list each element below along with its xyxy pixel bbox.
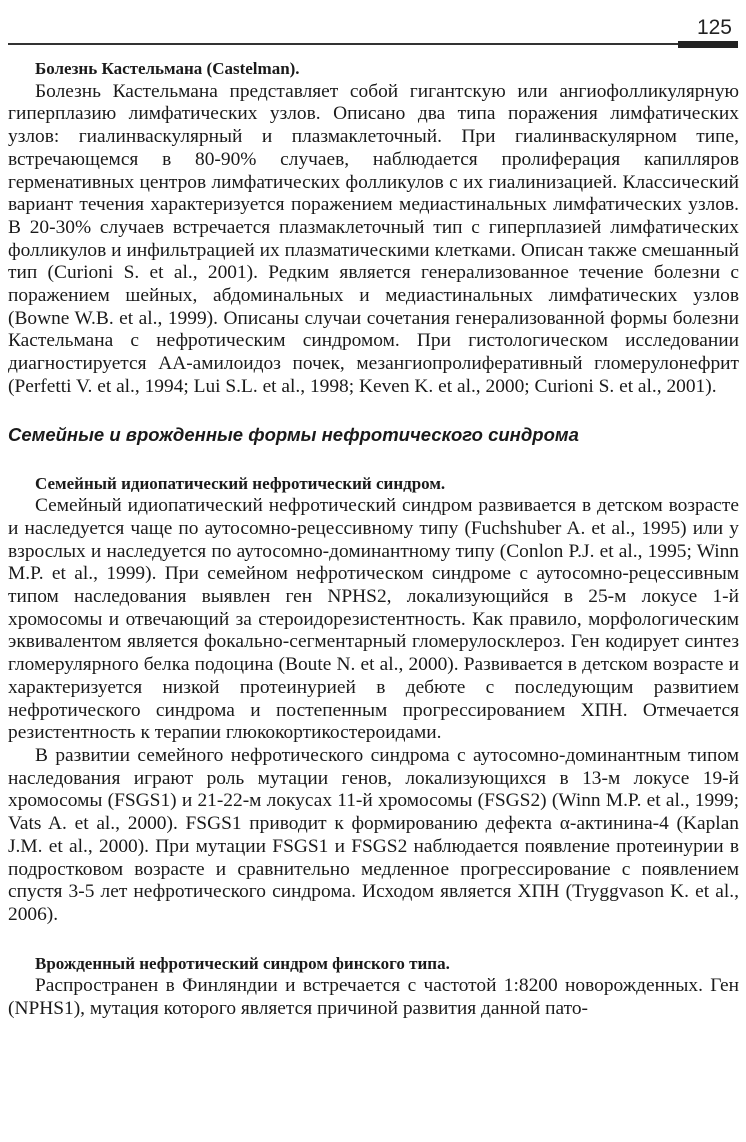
familial-idiopathic-paragraph-2: В развитии семейного нефротического синдрома с аутосомно-доминантным типом наследования играют роль мутации генов, локализующихся в 13-м локусе 19-й хромосомы (FSGS1) и 21-22-м локусах 11-й хромосомы (FSGS2) (Winn M.P. et al., 1999; Vats A. et al., 2000). FSGS1 приводит к формированию дефекта α-актинина-4 (Kaplan J.M. et al., 2000). При мутации FSGS1 и FSGS2 наблюдается появление протеинурии в подростковом возрасте и сравнительно медленное прогрессирование с появлением спустя 3-5 лет нефротического синдрома. Исходом является ХПН (Tryggvason K. et al., 2006). — [8, 744, 739, 925]
section-heading-familial-congenital: Семейные и врожденные формы нефротического синдрома — [8, 423, 579, 445]
spacer — [8, 399, 739, 424]
familial-idiopathic-paragraph-1: Семейный идиопатический нефротический синдром развивается в детском возрасте и наследуется чаще по аутосомно-рецессивному типу (Fuchshuber A. et al., 1995) или у взрослых и наследуется по аутосомно-доминантному типу (Conlon P.J. et al., 1995; Winn M.P. et al., 1999). При семейном нефротическом синдроме с аутосомно-рецессивным типом наследования выявлен ген NPHS2, локализующийся в 25-м локусе 1-й хромосомы и отвечающий за стероидорезистентность. Как правило, морфологическим эквивалентом является фокально-сегментарный гломерулосклероз. Ген кодирует синтез гломерулярного белка подоцина (Boute N. et al., 2000). Развивается в детском возрасте и характеризуется низкой протеинурией в дебюте с последующим развитием нефротического синдрома и постепенным прогрессированием ХПН. Отмечается резистентность к терапии глюкокортикостероидами. — [8, 495, 739, 744]
castleman-paragraph: Болезнь Кастельмана представляет собой гигантскую или ангиофолликулярную гиперплазию лимфатических узлов. Описано два типа поражения лимфатических узлов: гиалинваскулярный и плазмаклеточный. При гиалинваскулярном типе, встречающемся в 80-90% случаев, наблюдается пролиферация капилляров герменативных центров лимфатических фолликулов с их гиалинизацией. Классический вариант течения характеризуется поражением медиастинальных лимфатических узлов. В 20-30% случаев встречается плазмаклеточный тип с гиперплазией лимфатических фолликулов и инфильтрацией их плазматическими клетками. Описан также смешанный тип (Curioni S. et al., 2001). Редким является генерализованное течение болезни с поражением шейных, абдоминальных и медиастинальных лимфатических узлов (Bowne W.B. et al., 1999). Описаны случаи сочетания генерализованной формы болезни Кастельмана с нефротическим синдромом. При гистологическом исследовании диагностируется АА-амилоидоз почек, мезангиопролиферативный гломерулонефрит (Perfetti V. et al., 1994; Lui S.L. et al., 1998; Keven K. et al., 2000; Curioni S. et al., 2001). — [8, 80, 739, 397]
finnish-type-title: Врожденный нефротический синдром финского типа. — [35, 953, 450, 973]
finnish-type-paragraph: Распространен в Финляндии и встречается с частотой 1:8200 новорожденных. Ген (NPHS1), мутация которого является причиной развития данной пато- — [8, 975, 739, 1020]
familial-idiopathic-title: Семейный идиопатический нефротический синдром. — [35, 473, 446, 493]
page-number: 125 — [696, 16, 732, 39]
header-rule — [8, 43, 738, 45]
page-header — [8, 10, 738, 46]
spacer — [8, 446, 739, 473]
page-content — [8, 58, 739, 1021]
spacer — [8, 927, 739, 953]
castleman-title: Болезнь Кастельмана (Castelman). — [35, 59, 300, 78]
header-rule-accent — [678, 41, 738, 48]
